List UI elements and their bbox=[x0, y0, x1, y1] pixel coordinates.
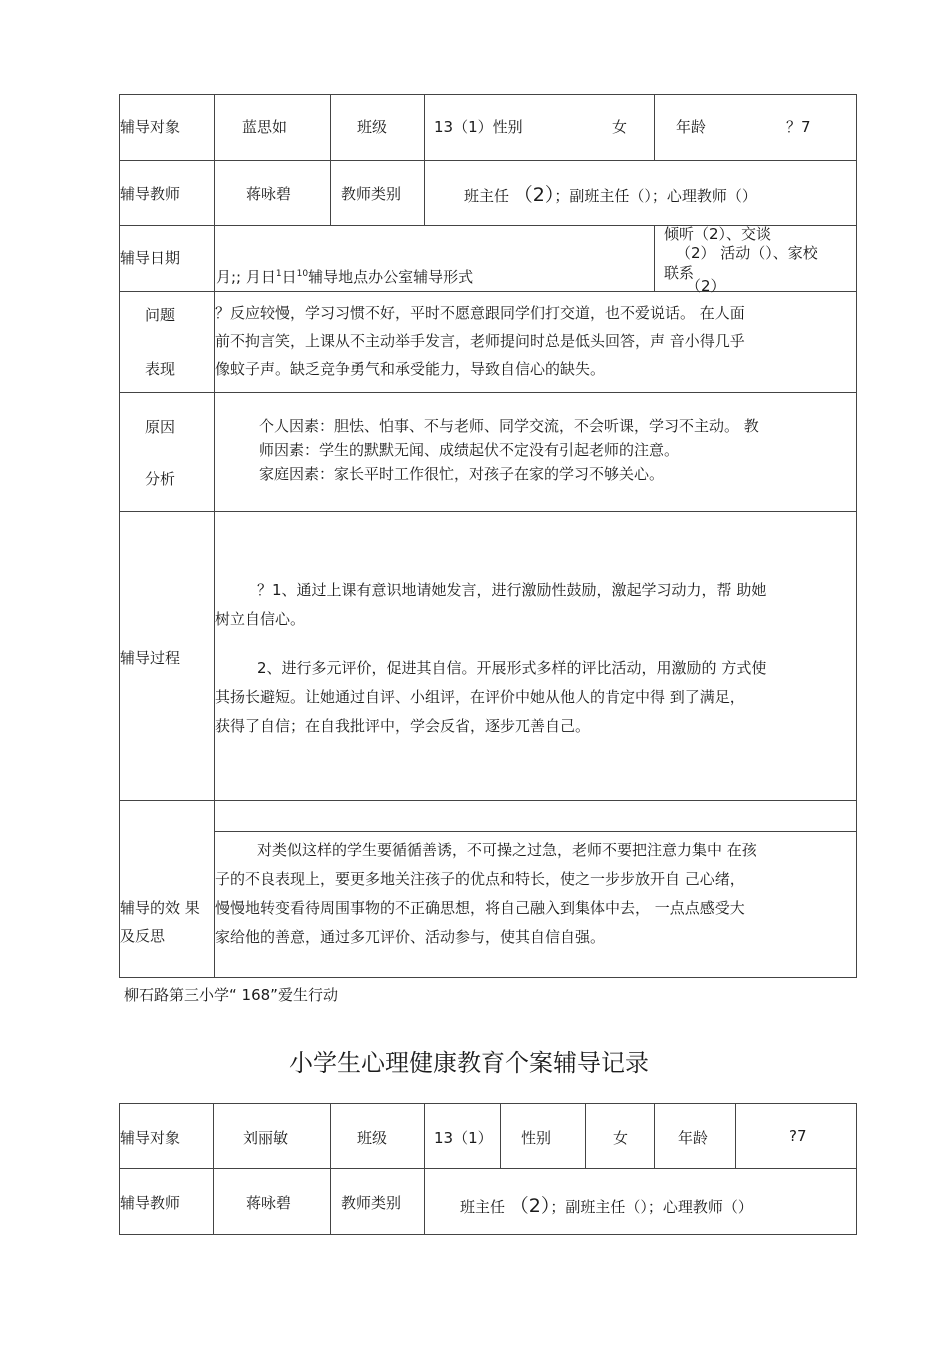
process-line: 获得了自信；在自我批评中，学会反省，逐步兀善自己。 bbox=[215, 717, 591, 735]
gender-value: 女 bbox=[612, 118, 628, 136]
problem-text bbox=[215, 299, 745, 383]
table-border bbox=[213, 1103, 214, 1235]
age-value: ？7 bbox=[786, 118, 811, 136]
form-line-1: 倾听（2）、交谈 bbox=[664, 225, 772, 243]
label-target: 辅导对象 bbox=[120, 1129, 181, 1147]
effect-line: 子的不良表现上，要更多地关注孩子的优点和特长，使之一步步放开自 己心绪， bbox=[215, 870, 745, 888]
problem-line: ？反应较慢，学习习惯不好，平时不愿意跟同学们打交道，也不爱说话。 在人面 bbox=[215, 304, 745, 322]
reason-text bbox=[215, 438, 679, 486]
label-age: 年龄 bbox=[676, 118, 707, 136]
table-border bbox=[330, 1103, 331, 1235]
problem-line: 前不拘言笑，上课从不主动举手发言，老师提问时总是低头回答，声 音小得几乎 bbox=[215, 332, 745, 350]
table-border bbox=[119, 94, 857, 95]
label-target: 辅导对象 bbox=[120, 118, 181, 136]
table-border bbox=[330, 94, 331, 226]
table-border bbox=[500, 1103, 501, 1169]
reason-line: 个人因素：胆怯、怕事、不与老师、同学交流，不会听课，学习不主动。 教 bbox=[259, 417, 759, 435]
label-problem-1: 问题 bbox=[145, 306, 176, 324]
table-border bbox=[735, 1103, 736, 1169]
table-border bbox=[119, 392, 857, 393]
effect-line: 家给他的善意，通过多兀评价、活动参与，使其自信自强。 bbox=[215, 928, 606, 946]
class-value: 13（1） bbox=[434, 1129, 493, 1147]
process-line: 其扬长避短。让她通过自评、小组评，在评价中她从他人的肯定中得 到了满足， bbox=[215, 688, 745, 706]
table-border bbox=[119, 800, 857, 801]
target-name: 蓝思如 bbox=[242, 118, 288, 136]
process-para-2 bbox=[215, 654, 766, 741]
label-reason-1: 原因 bbox=[145, 418, 176, 436]
process-line: ？1、通过上课有意识地请她发言，进行激励性鼓励，激起学习动力，帮 助她 bbox=[257, 581, 767, 599]
gender-value: 女 bbox=[613, 1129, 629, 1147]
process-line: 树立自信心。 bbox=[215, 610, 306, 628]
label-teacher-type: 教师类别 bbox=[341, 185, 402, 203]
label-problem-2: 表现 bbox=[145, 360, 176, 378]
table-border bbox=[856, 1103, 857, 1235]
label-gender: 性别 bbox=[521, 1129, 552, 1147]
label-date: 辅导日期 bbox=[120, 249, 181, 267]
effect-line: 对类似这样的学生要循循善诱，不可操之过急，老师不要把注意力集中 在孩 bbox=[257, 841, 757, 859]
teacher-name: 蒋咏碧 bbox=[246, 1194, 292, 1212]
problem-line: 像蚊子声。缺乏竞争勇气和承受能力，导致自信心的缺失。 bbox=[215, 360, 606, 378]
table-border bbox=[585, 1103, 586, 1169]
teacher-type: 班主任 （2）；副班主任（）；心理教师（） bbox=[460, 1195, 753, 1217]
label-effect-1: 辅导的效 果 bbox=[120, 899, 200, 917]
table-border bbox=[119, 511, 857, 512]
table-border bbox=[654, 225, 655, 291]
reason-line: 师因素：学生的默默无闻、成绩起伏不定没有引起老师的注意。 bbox=[259, 441, 680, 459]
table-border bbox=[119, 977, 857, 978]
teacher-name: 蒋咏碧 bbox=[246, 185, 292, 203]
table-border bbox=[119, 291, 857, 292]
table-border bbox=[214, 831, 857, 832]
label-teacher: 辅导教师 bbox=[120, 185, 181, 203]
label-teacher: 辅导教师 bbox=[120, 1194, 181, 1212]
table-border bbox=[654, 1103, 655, 1169]
label-class: 班级 bbox=[357, 1129, 388, 1147]
effect-text bbox=[215, 836, 757, 952]
form-line-2: （2） 活动（）、家校 bbox=[676, 244, 818, 262]
table-border bbox=[424, 1103, 425, 1235]
table-border bbox=[119, 1103, 857, 1104]
label-effect-2: 及反思 bbox=[120, 927, 166, 945]
table-border bbox=[119, 94, 120, 978]
reason-text bbox=[259, 414, 759, 438]
table-border bbox=[654, 94, 655, 160]
reason-line: 家庭因素：家长平时工作很忙，对孩子在家的学习不够关心。 bbox=[259, 465, 665, 483]
date-location-text: 月;; 月日$^1$日$^{10}$辅导地点办公室辅导形式 bbox=[216, 268, 474, 286]
footer-note: 柳石路第三小学“ 168”爱生行动 bbox=[124, 986, 338, 1004]
class-gender: 13（1）性别 bbox=[434, 118, 523, 136]
effect-line: 慢慢地转变看待周围事物的不正确思想，将自己融入到集体中去， 一点点感受大 bbox=[215, 899, 745, 917]
form-line-3: 联系 bbox=[664, 264, 695, 282]
table-border bbox=[119, 1234, 857, 1235]
label-process: 辅导过程 bbox=[120, 649, 181, 667]
target-name: 刘丽敏 bbox=[243, 1129, 289, 1147]
form-line-4: （2） bbox=[686, 277, 726, 295]
table-border bbox=[119, 1103, 120, 1235]
table-border bbox=[119, 1168, 857, 1169]
process-para-1 bbox=[215, 576, 766, 634]
label-class: 班级 bbox=[357, 118, 388, 136]
label-teacher-type: 教师类别 bbox=[341, 1194, 402, 1212]
table-border bbox=[424, 94, 425, 226]
label-reason-2: 分析 bbox=[145, 470, 176, 488]
document-title: 小学生心理健康教育个案辅导记录 bbox=[289, 1049, 649, 1077]
table-border bbox=[119, 160, 857, 161]
teacher-type: 班主任 （2）；副班主任（）；心理教师（） bbox=[464, 184, 757, 206]
age-value: ?7 bbox=[789, 1127, 807, 1145]
label-age: 年龄 bbox=[678, 1129, 709, 1147]
process-line: 2、进行多元评价，促进其自信。开展形式多样的评比活动，用激励的 方式使 bbox=[257, 659, 767, 677]
table-border bbox=[856, 94, 857, 978]
